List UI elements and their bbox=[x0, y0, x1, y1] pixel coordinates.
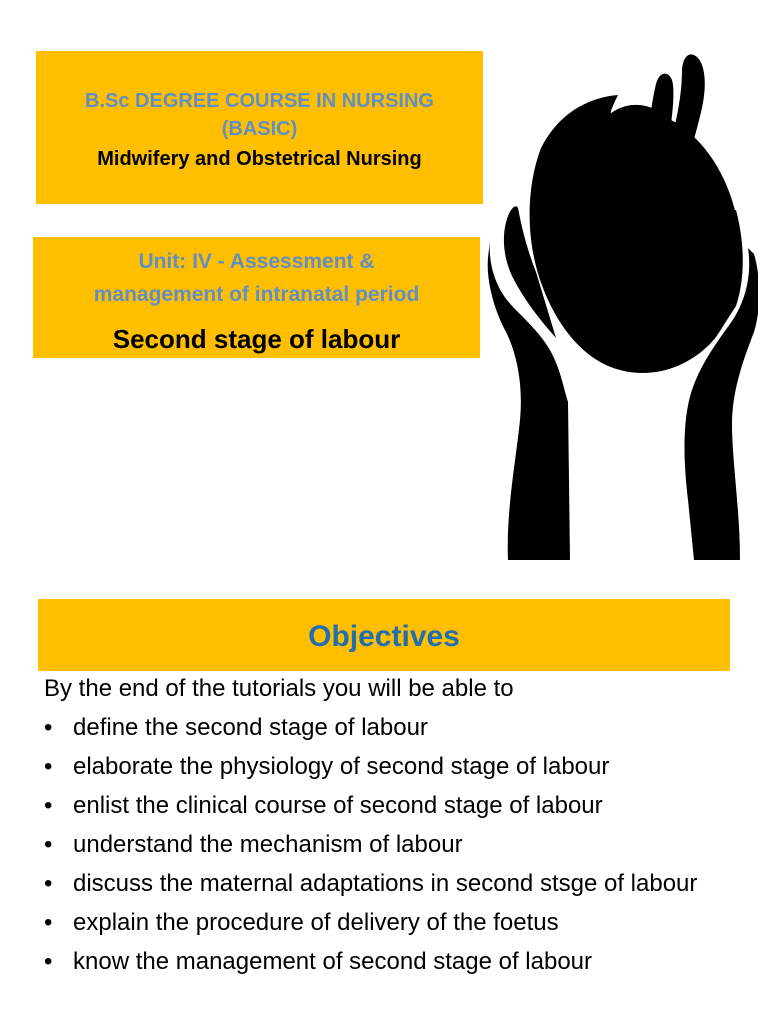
objective-text: discuss the maternal adaptations in second stsge of labour bbox=[73, 870, 698, 897]
course-title-box bbox=[36, 51, 483, 204]
bullet-icon: • bbox=[44, 753, 53, 780]
objective-item bbox=[44, 712, 734, 744]
objectives-list bbox=[44, 712, 734, 978]
objective-text: understand the mechanism of labour bbox=[73, 831, 463, 858]
hands-holding-baby-silhouette-icon bbox=[478, 40, 758, 570]
objectives-intro: By the end of the tutorials you will be able to bbox=[44, 675, 514, 702]
bullet-icon: • bbox=[44, 909, 53, 936]
bullet-icon: • bbox=[44, 831, 53, 858]
objectives-heading: Objectives bbox=[308, 620, 460, 653]
objective-text: enlist the clinical course of second stage of labour bbox=[73, 792, 603, 819]
bullet-icon: • bbox=[44, 948, 53, 975]
unit-title-box bbox=[33, 237, 480, 358]
objective-item bbox=[44, 829, 734, 861]
objective-item bbox=[44, 907, 734, 939]
bullet-icon: • bbox=[44, 792, 53, 819]
topic-title: Second stage of labour bbox=[112, 324, 401, 354]
course-name-line1: B.Sc DEGREE COURSE IN NURSING bbox=[85, 90, 434, 112]
bullet-icon: • bbox=[44, 870, 53, 897]
objective-text: elaborate the physiology of second stage of labour bbox=[73, 753, 610, 780]
objective-item bbox=[44, 946, 734, 978]
objective-item bbox=[44, 790, 734, 822]
objective-item bbox=[44, 868, 734, 900]
objective-item bbox=[44, 751, 734, 783]
objectives-content bbox=[44, 674, 734, 985]
bullet-icon: • bbox=[44, 714, 53, 741]
objective-text: know the management of second stage of labour bbox=[73, 948, 592, 975]
course-name-line2: (BASIC) bbox=[221, 118, 298, 140]
unit-label-line1: Unit: IV - Assessment & bbox=[138, 250, 375, 273]
objective-text: explain the procedure of delivery of the foetus bbox=[73, 909, 559, 936]
objectives-header-bar bbox=[38, 599, 730, 671]
subject-title: Midwifery and Obstetrical Nursing bbox=[97, 148, 422, 170]
unit-label-line2: management of intranatal period bbox=[93, 283, 420, 306]
objective-text: define the second stage of labour bbox=[73, 714, 428, 741]
